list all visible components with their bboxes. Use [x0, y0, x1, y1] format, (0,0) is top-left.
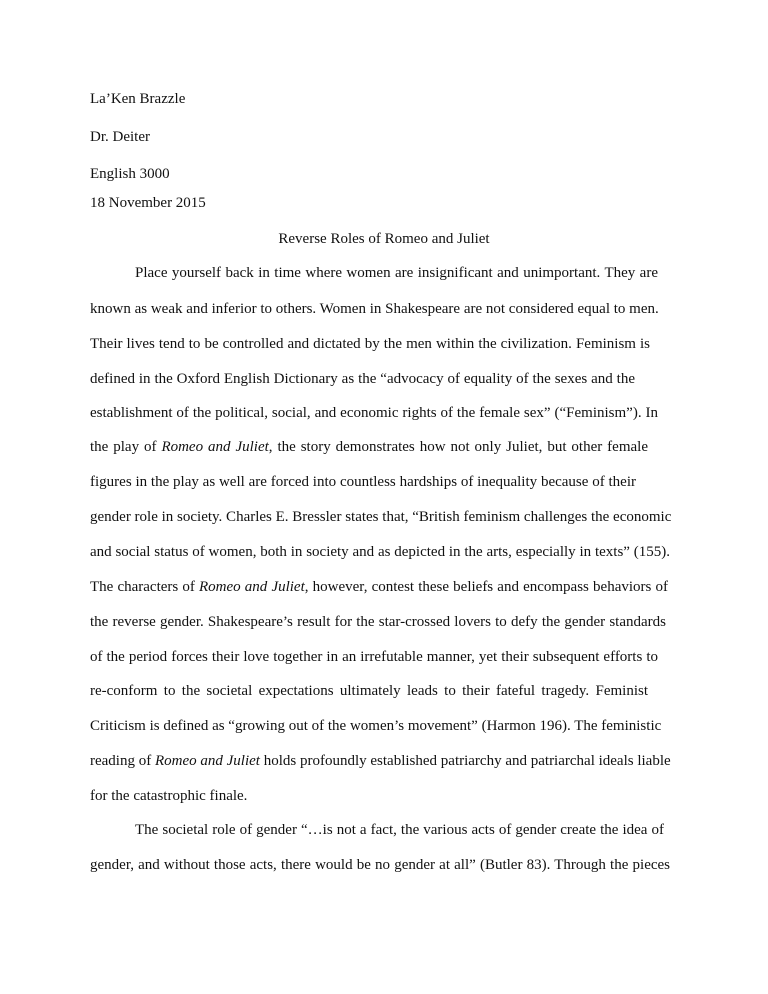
body-line: figures in the play as well are forced into countless hardships of inequality because of their: [90, 474, 636, 490]
body-line: Criticism is defined as “growing out of the women’s movement” (Harmon 196). The feministic: [90, 718, 662, 734]
course-name: English 3000: [90, 166, 170, 182]
essay-date: 18 November 2015: [90, 195, 206, 211]
body-line: gender, and without those acts, there would be no gender at all” (Butler 83). Through the pieces: [90, 857, 670, 873]
body-line: reading of Romeo and Juliet holds profoundly established patriarchy and patriarchal ideals liable: [90, 753, 671, 769]
author-name: La’Ken Brazzle: [90, 91, 186, 107]
body-line: establishment of the political, social, and economic rights of the female sex” (“Feminism”). In: [90, 405, 658, 421]
body-line: Their lives tend to be controlled and dictated by the men within the civilization. Feminism is: [90, 336, 650, 352]
body-line: the reverse gender. Shakespeare’s result for the star-crossed lovers to defy the gender standards: [90, 614, 666, 630]
body-line: the play of Romeo and Juliet, the story demonstrates how not only Juliet, but other female: [90, 439, 648, 455]
body-line: for the catastrophic finale.: [90, 788, 248, 804]
body-line: The characters of Romeo and Juliet, however, contest these beliefs and encompass behaviors of: [90, 579, 668, 595]
body-line: The societal role of gender “…is not a fact, the various acts of gender create the idea of: [135, 822, 664, 838]
body-line: re-conform to the societal expectations ultimately leads to their fateful tragedy. Feminist: [90, 683, 648, 699]
body-line: and social status of women, both in society and as depicted in the arts, especially in texts” (155).: [90, 544, 670, 560]
body-line: of the period forces their love together in an irrefutable manner, yet their subsequent efforts to: [90, 649, 658, 665]
essay-title: Reverse Roles of Romeo and Juliet: [278, 231, 490, 247]
body-line: gender role in society. Charles E. Bressler states that, “British feminism challenges the economic: [90, 509, 672, 525]
body-line: Place yourself back in time where women are insignificant and unimportant. They are: [135, 265, 658, 281]
body-line: defined in the Oxford English Dictionary as the “advocacy of equality of the sexes and the: [90, 371, 635, 387]
body-line: known as weak and inferior to others. Women in Shakespeare are not considered equal to men.: [90, 301, 659, 317]
instructor-name: Dr. Deiter: [90, 129, 150, 145]
